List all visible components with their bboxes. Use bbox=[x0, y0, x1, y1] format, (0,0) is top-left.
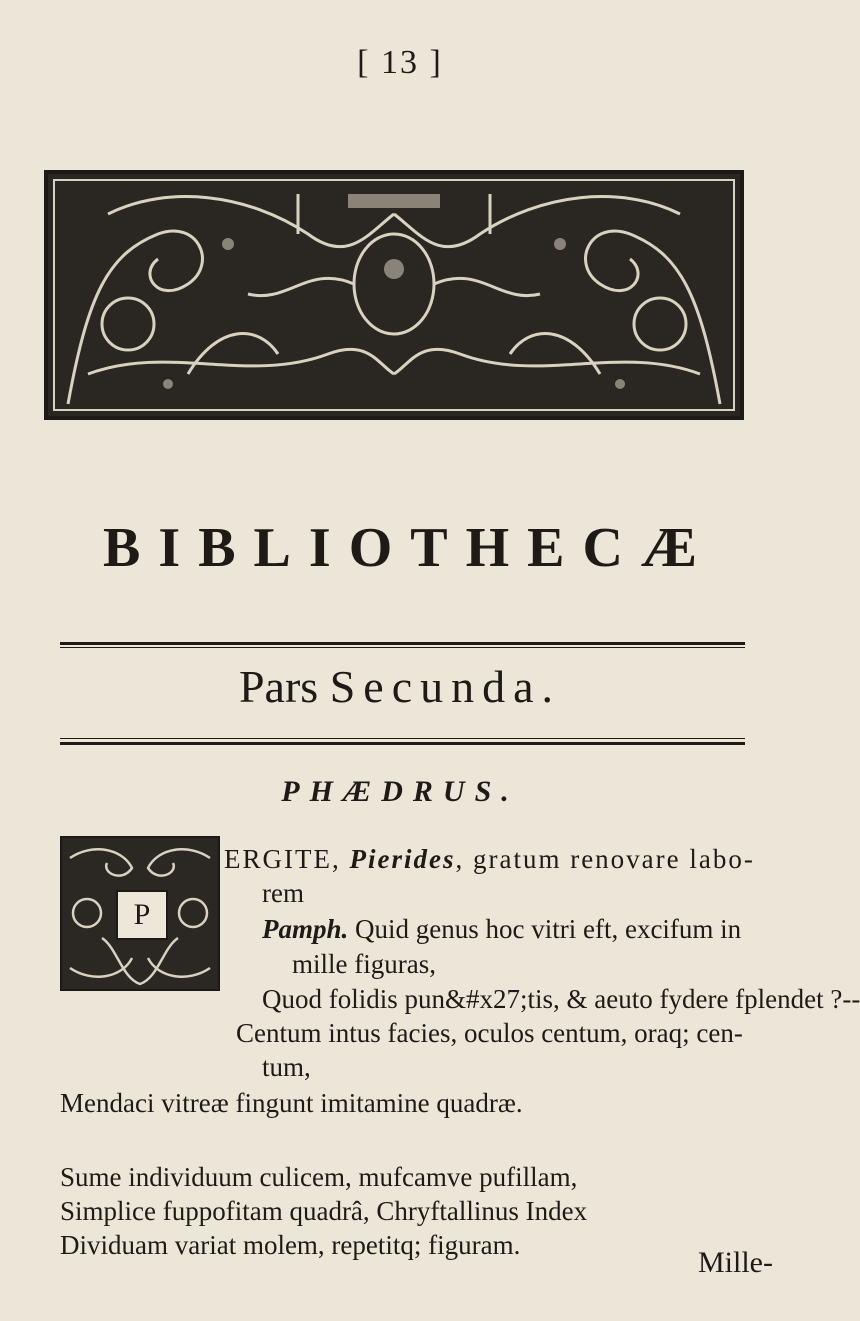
verse-line: tum, bbox=[262, 1052, 311, 1082]
initial-letter: P bbox=[116, 890, 168, 940]
verse-line: Pamph. Quid genus hoc vitri eft, excifum in bbox=[262, 914, 742, 944]
divider-rule bbox=[60, 647, 745, 648]
author-heading: PHÆDRUS. bbox=[281, 775, 519, 808]
subtitle-first: Pars bbox=[238, 661, 319, 712]
divider-rule bbox=[60, 738, 745, 739]
verse-line: mille figuras, bbox=[292, 949, 436, 979]
divider-rule bbox=[60, 642, 745, 645]
verse-line: Simplice fuppofitam quadrâ, Chryftallinus Index bbox=[60, 1196, 588, 1226]
catchword: Mille- bbox=[698, 1246, 773, 1279]
verse-line: Mendaci vitreæ fingunt imitamine quadræ. bbox=[60, 1088, 523, 1118]
decorated-initial bbox=[60, 836, 220, 991]
divider-rule bbox=[60, 742, 745, 745]
verse-line: Quod folidis pun&#x27;tis, & aeuto fydere fplendet ?-- bbox=[262, 984, 860, 1014]
ornamental-headpiece bbox=[44, 170, 744, 420]
verse-line: Centum intus facies, oculos centum, oraq; cen- bbox=[236, 1018, 743, 1048]
verse-line: Sume individuum culicem, mufcamve pufillam, bbox=[60, 1162, 578, 1192]
verse-line: rem bbox=[262, 878, 304, 908]
page-number: [ 13 ] bbox=[357, 44, 443, 81]
verse-line: Dividuam variat molem, repetitq; figuram. bbox=[60, 1230, 521, 1260]
section-title: BIBLIOTHECÆ bbox=[103, 517, 715, 579]
part-subtitle bbox=[0, 660, 800, 713]
verse-line: ERGITE, Pierides, gratum renovare labo- bbox=[224, 844, 755, 874]
subtitle-second: Secunda. bbox=[329, 661, 562, 712]
